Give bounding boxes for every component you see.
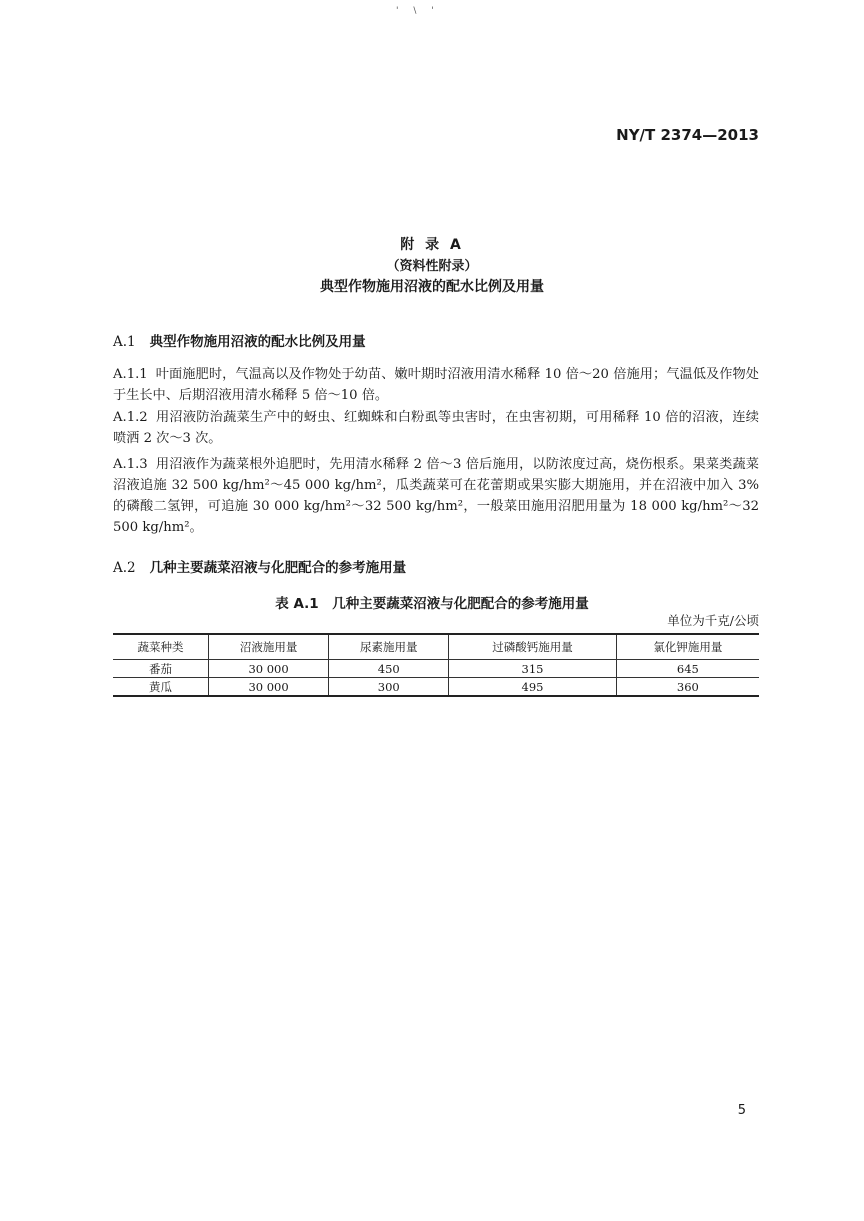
- table-cell: 黄瓜: [113, 678, 209, 697]
- standard-code: NY/T 2374—2013: [616, 126, 759, 144]
- clause-number: A.1.2: [113, 410, 148, 425]
- table-cell: 645: [616, 660, 759, 678]
- column-header: 沼液施用量: [209, 634, 329, 660]
- column-header: 尿素施用量: [329, 634, 449, 660]
- annex-heading: 典型作物施用沼液的配水比例及用量: [320, 279, 544, 295]
- table-cell: 30 000: [209, 660, 329, 678]
- annex-type: （资料性附录）: [386, 259, 478, 274]
- table-header-row: [113, 634, 759, 660]
- table-cell: 315: [449, 660, 616, 678]
- fertilizer-table: [113, 633, 759, 697]
- table-cell: 30 000: [209, 678, 329, 697]
- table-cell: 450: [329, 660, 449, 678]
- clause-number: A.1.3: [113, 457, 148, 472]
- section-a1-heading: [113, 330, 366, 350]
- section-a2-heading: [113, 556, 406, 576]
- section-number: A.2: [113, 560, 136, 576]
- table-cell: 495: [449, 678, 616, 697]
- scan-specks: ' \ ': [396, 6, 440, 16]
- paragraph-a11: [113, 364, 759, 406]
- section-title: 典型作物施用沼液的配水比例及用量: [149, 334, 366, 350]
- paragraph-a12: [113, 407, 759, 449]
- paragraph-a13: [113, 454, 759, 538]
- page-number: 5: [737, 1103, 746, 1118]
- table-caption: 表 A.1 几种主要蔬菜沼液与化肥配合的参考施用量: [275, 596, 589, 612]
- section-number: A.1: [113, 334, 136, 350]
- column-header: 过磷酸钙施用量: [449, 634, 616, 660]
- table-cell: 360: [616, 678, 759, 697]
- clause-text: 用沼液防治蔬菜生产中的蚜虫、红蜘蛛和白粉虱等虫害时，在虫害初期，可用稀释 10 倍的沼液，连续喷洒 2 次～3 次。: [113, 410, 759, 446]
- table-unit: 单位为千克/公顷: [667, 613, 759, 628]
- section-title: 几种主要蔬菜沼液与化肥配合的参考施用量: [149, 560, 407, 576]
- table-row: [113, 660, 759, 678]
- clause-text: 用沼液作为蔬菜根外追肥时，先用清水稀释 2 倍～3 倍后施用，以防浓度过高，烧伤根系。果菜类蔬菜沼液追施 32 500 kg/hm²～45 000 kg/hm²，瓜类蔬菜可在花蕾期或果实膨大期施用，并在沼液中加入 3%的磷酸二氢钾，可追施 30 000 kg/hm²～32 500 kg/hm²，一般菜田施用沼肥用量为 18 000 kg/hm²～32 500 kg/hm²。: [113, 457, 759, 535]
- table-row: [113, 678, 759, 697]
- column-header: 蔬菜种类: [113, 634, 209, 660]
- column-header: 氯化钾施用量: [616, 634, 759, 660]
- clause-text: 叶面施肥时，气温高以及作物处于幼苗、嫩叶期时沼液用清水稀释 10 倍～20 倍施用；气温低及作物处于生长中、后期沼液用清水稀释 5 倍～10 倍。: [113, 367, 759, 403]
- table-cell: 番茄: [113, 660, 209, 678]
- annex-title: 附 录 A: [400, 237, 464, 253]
- table-cell: 300: [329, 678, 449, 697]
- clause-number: A.1.1: [113, 367, 148, 382]
